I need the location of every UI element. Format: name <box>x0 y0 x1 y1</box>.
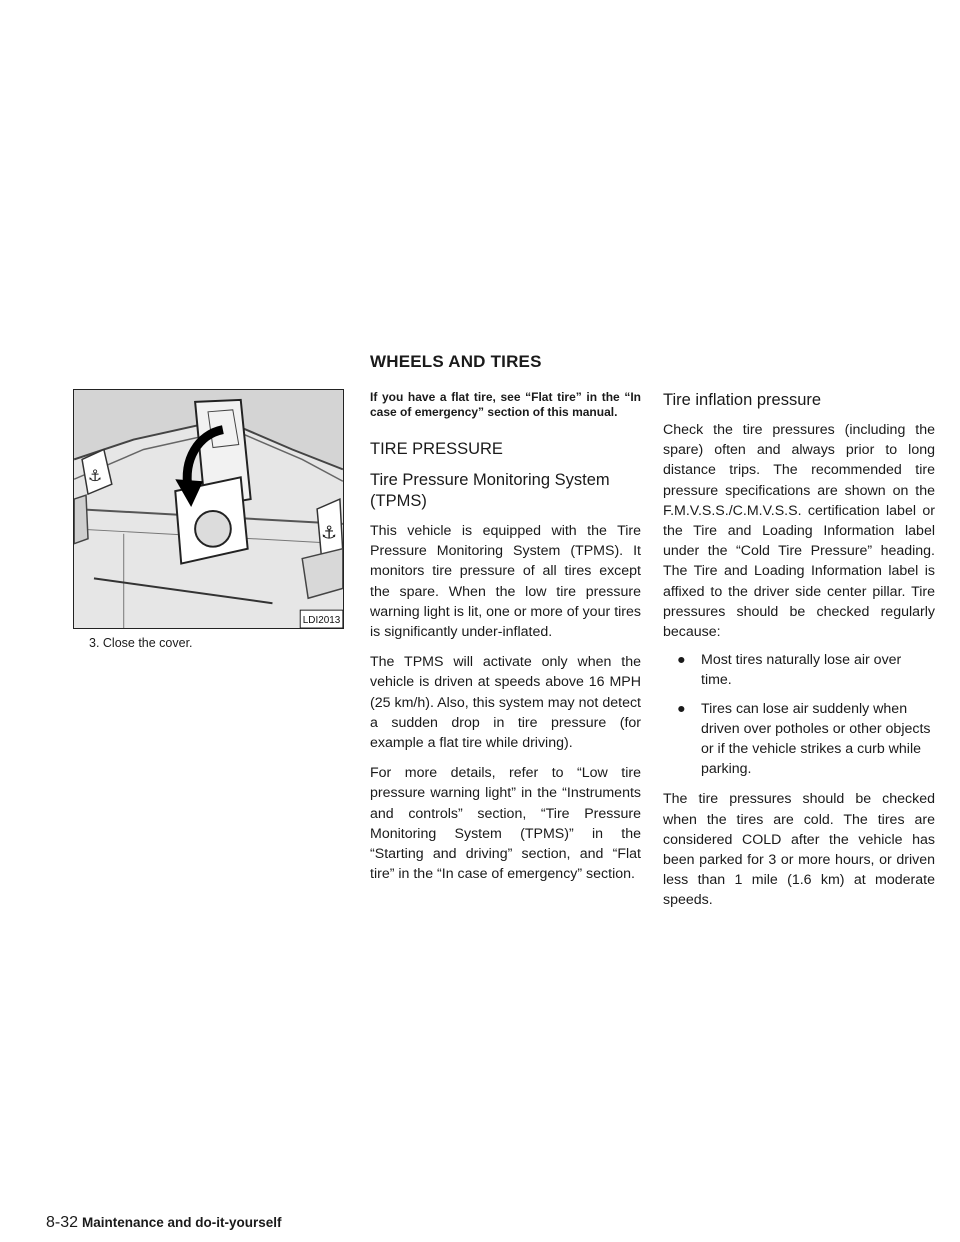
heading-inflation: Tire inflation pressure <box>663 391 822 409</box>
list-item-text: Tires can lose air suddenly when driven over potholes or other objects or if the vehicle strikes a curb while parking. <box>701 700 931 778</box>
list-item <box>663 699 935 780</box>
list-item-text: Most tires naturally lose air over time. <box>701 652 902 689</box>
cover-illustration <box>73 389 344 629</box>
tpms-paragraph: This vehicle is equipped with the Tire Pressure Monitoring System (TPMS). It monitors tire pressure of all tires except the spare. When the low tire pressure warning light is lit, one or more of your tires is significantly under-inflated. <box>370 523 641 641</box>
tpms-paragraph: For more details, refer to “Low tire pressure warning light” in the “Instruments and controls” section, “Tire Pressure Monitoring System (TPMS)” in the “Starting and driving” section, and “Flat tire” in the “In case of emergency” section. <box>370 765 641 883</box>
bullet-icon: ● <box>677 700 686 717</box>
column-right <box>663 390 935 911</box>
reasons-list <box>663 650 935 779</box>
page-number: 8-32 <box>46 1214 79 1231</box>
svg-text:⚓: ⚓ <box>88 466 103 486</box>
heading-tpms: Tire Pressure Monitoring System (TPMS) <box>370 471 610 510</box>
tpms-paragraph: The TPMS will activate only when the vehicle is driven at speeds above 16 MPH (25 km/h). Also, this system may not detect a sudden drop in tire pressure (for example a flat tire while driving). <box>370 654 641 752</box>
cold-paragraph: The tire pressures should be checked when the tires are cold. The tires are considered COLD after the vehicle has been parked for 3 or more hours, or driven less than 1 mile (1.6 km) at moderate speeds. <box>663 791 935 909</box>
section-title: WHEELS AND TIRES <box>370 352 542 371</box>
chapter-title: Maintenance and do-it-yourself <box>82 1215 282 1230</box>
bullet-icon: ● <box>677 652 686 669</box>
cover-illustration-drawing <box>74 390 343 628</box>
column-middle <box>370 390 641 884</box>
svg-text:⚓: ⚓ <box>321 522 338 544</box>
page-footer <box>46 1214 282 1232</box>
inflation-paragraph: Check the tire pressures (including the spare) often and always prior to long distance trips. The recommended tire pressure specifications are shown on the F.M.V.S.S./C.M.V.S.S. certification label or the Tire and Loading Information label under the “Cold Tire Pressure” heading. The Tire and Loading Information label is affixed to the driver side center pillar. Tire pressures should be checked regularly because: <box>663 422 935 641</box>
list-item <box>663 650 935 690</box>
flat-tire-note: If you have a flat tire, see “Flat tire” in the “In case of emergency” section of this manual. <box>370 390 641 419</box>
figure-caption: 3. Close the cover. <box>89 636 193 650</box>
heading-tire-pressure: TIRE PRESSURE <box>370 440 503 458</box>
figure-code: LDI2013 <box>302 615 341 627</box>
